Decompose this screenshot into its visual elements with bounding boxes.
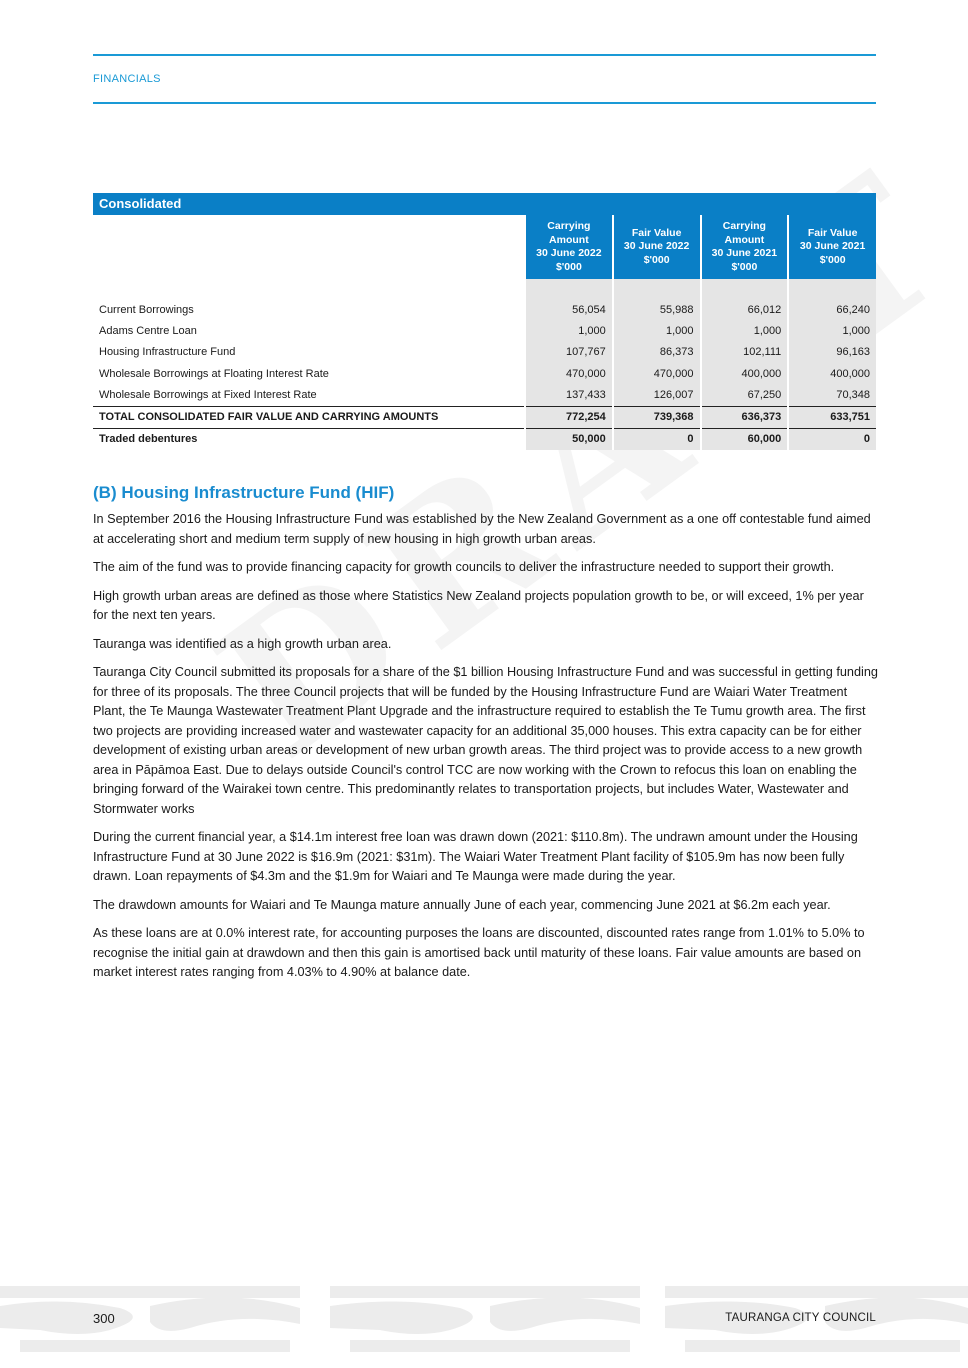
paragraph: During the current financial year, a $14.1m interest free loan was drawn down (2021: $110.8m). The undrawn amount under the Housing Infrastructure Fund at 30 June 2022 is $16.9m (2021: $31m). The Waiari Water Treatment Plant facility of $105.9m has now been fully drawn. Loan repayments of $4.3m and the $1.9m for Waiari and Te Maunga were made during the year. <box>93 830 858 883</box>
paragraph: The drawdown amounts for Waiari and Te Maunga mature annually June of each year, commencing June 2021 at $6.2m each year. <box>93 897 831 912</box>
col-header-fair-2022: Fair Value 30 June 2022 $'000 <box>613 215 701 279</box>
row-label: Wholesale Borrowings at Floating Interest Rate <box>99 367 329 380</box>
row-label: Wholesale Borrowings at Fixed Interest Rate <box>99 388 317 401</box>
organisation-name: TAURANGA CITY COUNCIL <box>725 1312 876 1324</box>
table-header-row <box>93 215 876 279</box>
table-title: Consolidated <box>93 193 876 215</box>
cell-value: 55,988 <box>613 300 701 321</box>
cell-value: 400,000 <box>788 364 876 385</box>
cell-value: 400,000 <box>701 364 789 385</box>
table-row <box>93 300 876 321</box>
total-row <box>93 406 876 428</box>
traded-value: 0 <box>788 428 876 450</box>
paragraph: Tauranga City Council submitted its proposals for a share of the $1 billion Housing Infrastructure Fund and was successful in getting funding for three of its proposals. The three Council projects that will be funded by the Housing Infrastructure Fund are Waiari Water Treatment Plant, the Te Maunga Wastewater Treatment Plant Upgrade and the infrastructure required to establish the Te Tumu growth area. The first two projects are providing increased water and wastewater capacity for an additional 35,000 houses. This extra capacity can be for either development of existing urban areas or development of new urban growth areas. The third project was to provide access to a new growth area in Pāpāmoa East. Due to delays outside Council's control TCC are now working with the Crown to refocus this loan on enabling the bringing forward of the Wairakei town centre. This predominantly relates to transportation projects, but includes Water, Wastewater and Stormwater works <box>93 665 878 816</box>
paragraph: High growth urban areas are defined as those where Statistics New Zealand projects population growth to be, or will exceed, 1% per year for the next ten years. <box>93 588 864 622</box>
cell-value: 1,000 <box>788 321 876 342</box>
section-body <box>93 510 881 992</box>
traded-value: 60,000 <box>701 428 789 450</box>
cell-value: 70,348 <box>788 385 876 407</box>
cell-value: 67,250 <box>701 385 789 407</box>
col-header-carrying-2021: Carrying Amount 30 June 2021 $'000 <box>701 215 789 279</box>
traded-value: 0 <box>613 428 701 450</box>
col-header-fair-2021: Fair Value 30 June 2021 $'000 <box>788 215 876 279</box>
cell-value: 1,000 <box>701 321 789 342</box>
col-header-carrying-2022: Carrying Amount 30 June 2022 $'000 <box>525 215 613 279</box>
cell-value: 56,054 <box>525 300 613 321</box>
total-value: 772,254 <box>525 406 613 428</box>
paragraph: The aim of the fund was to provide financing capacity for growth councils to deliver the infrastructure needed to support their growth. <box>93 560 835 574</box>
paragraph: As these loans are at 0.0% interest rate, for accounting purposes the loans are discounted, discounted rates range from 1.01% to 5.0% to recognise the initial gain at drawdown and then this gain is amortised back until maturity of these loans. Fair value amounts are based on market interest rates ranging from 4.03% to 4.90% at balance date. <box>93 926 865 979</box>
cell-value: 470,000 <box>525 364 613 385</box>
page-number: 300 <box>93 1311 115 1326</box>
section-heading: (B) Housing Infrastructure Fund (HIF) <box>93 483 395 502</box>
traded-value: 50,000 <box>525 428 613 450</box>
cell-value: 66,240 <box>788 300 876 321</box>
traded-label: Traded debentures <box>99 432 198 445</box>
header-blank <box>93 215 525 279</box>
table-row <box>93 385 876 407</box>
cell-value: 137,433 <box>525 385 613 407</box>
table-row <box>93 321 876 342</box>
paragraph: Tauranga was identified as a high growth urban area. <box>93 636 392 651</box>
cell-value: 102,111 <box>701 342 789 363</box>
section-label: FINANCIALS <box>93 73 161 85</box>
cell-value: 86,373 <box>613 342 701 363</box>
row-label: Housing Infrastructure Fund <box>99 346 236 359</box>
cell-value: 470,000 <box>613 364 701 385</box>
spacer-row <box>93 279 876 300</box>
total-value: 636,373 <box>701 406 789 428</box>
total-value: 739,368 <box>613 406 701 428</box>
table-row <box>93 342 876 363</box>
cell-value: 107,767 <box>525 342 613 363</box>
traded-debentures-row <box>93 428 876 450</box>
cell-value: 126,007 <box>613 385 701 407</box>
cell-value: 1,000 <box>613 321 701 342</box>
total-label: TOTAL CONSOLIDATED FAIR VALUE AND CARRYING AMOUNTS <box>93 406 525 428</box>
cell-value: 66,012 <box>701 300 789 321</box>
consolidated-table <box>93 193 876 450</box>
cell-value: 96,163 <box>788 342 876 363</box>
cell-value: 1,000 <box>525 321 613 342</box>
header-rule-top <box>93 54 876 56</box>
paragraph: In September 2016 the Housing Infrastructure Fund was established by the New Zealand Government as a one off contestable fund aimed at accelerating short and medium term supply of new housing in high growth urban areas. <box>93 512 871 546</box>
row-label: Current Borrowings <box>99 304 194 317</box>
header-rule-bottom <box>93 102 876 104</box>
table-row <box>93 364 876 385</box>
total-value: 633,751 <box>788 406 876 428</box>
borrowings-table <box>93 215 876 450</box>
row-label: Adams Centre Loan <box>99 325 197 338</box>
